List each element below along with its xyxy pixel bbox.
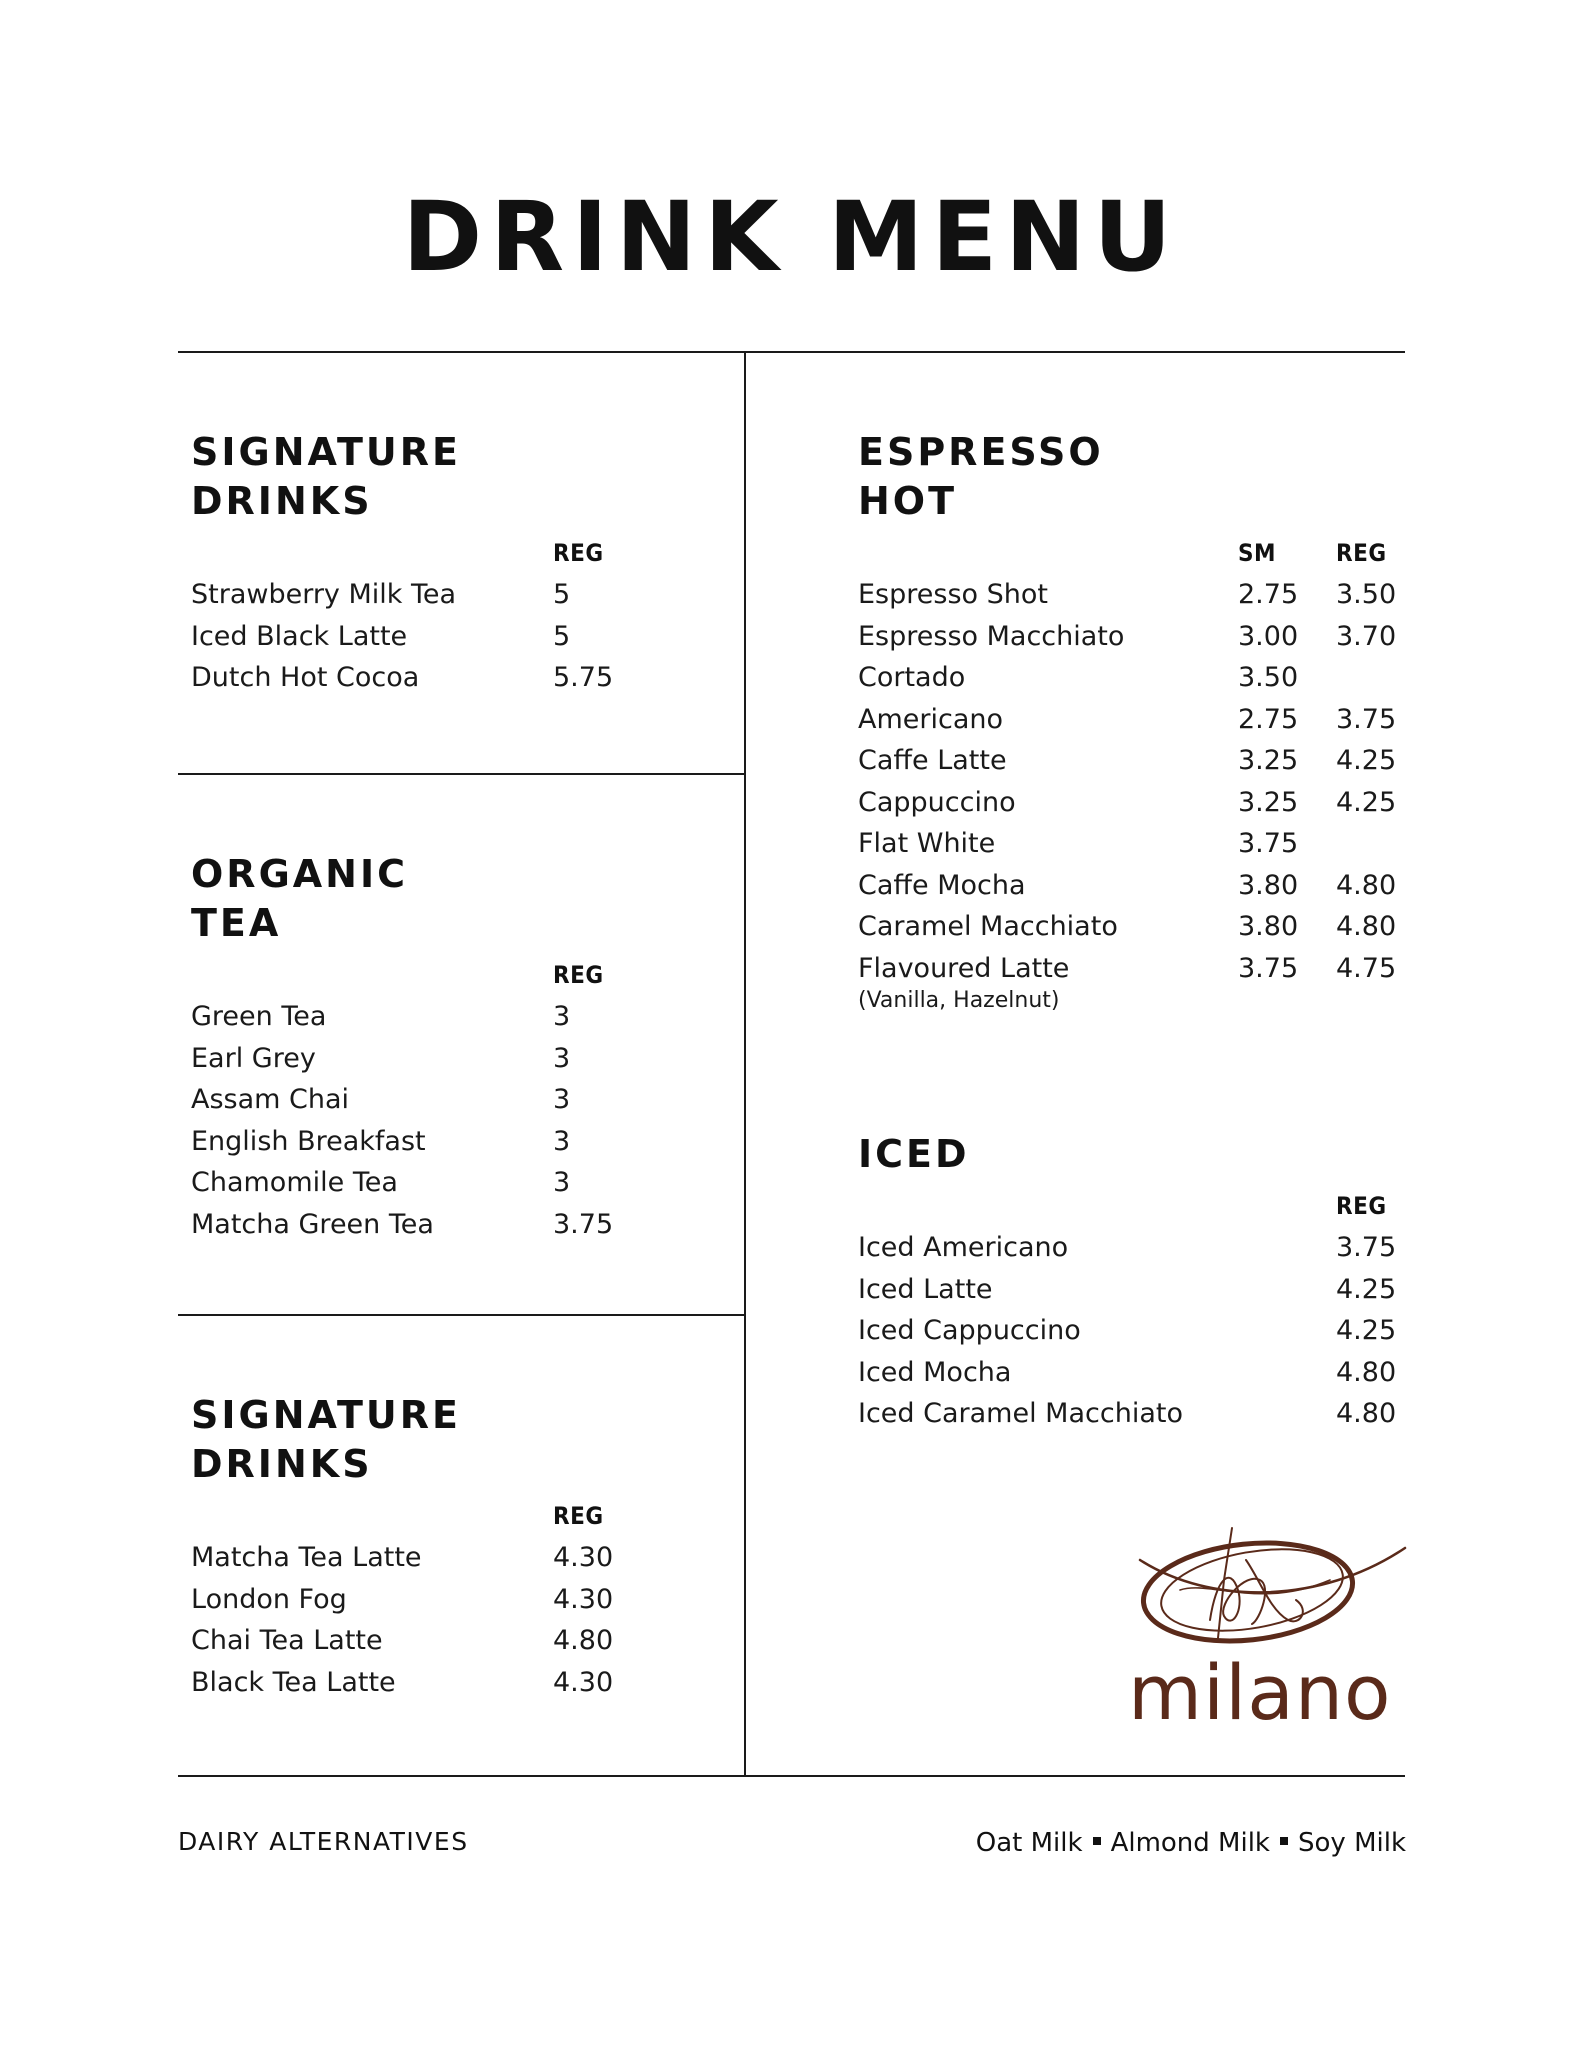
item-price-reg: 3 [553, 1167, 571, 1198]
item-name: London Fog [191, 1583, 347, 1615]
menu-item [191, 616, 711, 658]
dairy-option: Oat Milk [975, 1828, 1083, 1858]
dairy-option: Soy Milk [1298, 1828, 1406, 1858]
section-title: SIGNATURE DRINKS [191, 430, 461, 523]
item-name: Matcha Green Tea [191, 1208, 434, 1240]
menu-item [858, 699, 1418, 741]
item-price-sm: 3.25 [1238, 786, 1299, 818]
dairy-alternatives-list [976, 1828, 1406, 1858]
item-price-reg: 3.70 [1336, 620, 1397, 652]
item-name: Iced Americano [858, 1232, 1069, 1263]
item-name: Caffe Latte [858, 745, 1007, 776]
dairy-alternatives-label: DAIRY ALTERNATIVES [178, 1827, 469, 1856]
section-organic-tea [191, 850, 711, 1245]
item-name: Espresso Shot [858, 579, 1048, 610]
item-name: English Breakfast [191, 1125, 426, 1157]
column-header-row [191, 1489, 711, 1537]
item-price-reg: 4.25 [1336, 1315, 1397, 1346]
item-name: Earl Grey [191, 1042, 316, 1074]
menu-item [858, 1269, 1418, 1311]
menu-item [191, 1620, 711, 1662]
item-price-reg: 4.25 [1336, 745, 1397, 776]
section-title: ESPRESSO HOT [858, 430, 1104, 523]
menu-item [858, 1393, 1418, 1435]
item-price-reg: 5 [553, 620, 571, 652]
item-price-reg: 4.30 [553, 1666, 614, 1698]
item-name: Americano [858, 703, 1004, 735]
column-header-row [858, 1179, 1418, 1227]
item-name: Caramel Macchiato [858, 911, 1118, 942]
menu-item [191, 1038, 711, 1080]
item-price-reg: 3.75 [1336, 1232, 1397, 1263]
center-divider [744, 351, 746, 1776]
item-price-reg: 4.80 [553, 1625, 614, 1656]
item-price-reg: 4.80 [1336, 1398, 1397, 1429]
item-price-sm: 3.25 [1238, 745, 1299, 776]
item-price-reg: 5 [553, 579, 571, 610]
item-name: Dutch Hot Cocoa [191, 662, 420, 693]
item-price-reg: 4.80 [1336, 1356, 1397, 1388]
top-divider [178, 351, 1405, 353]
menu-item [858, 740, 1418, 782]
column-header-reg: REG [553, 539, 604, 567]
item-name: Flat White [858, 828, 996, 859]
menu-item [858, 782, 1418, 824]
section-iced [858, 1130, 1418, 1435]
logo-wordmark: milano [1128, 1648, 1392, 1737]
item-name: Cappuccino [858, 786, 1016, 818]
item-price-sm: 3.80 [1238, 911, 1299, 942]
menu-item [191, 1579, 711, 1621]
column-header-row [191, 948, 711, 996]
item-price-reg: 3 [553, 1042, 571, 1074]
item-note: (Vanilla, Hazelnut) [858, 988, 1060, 1013]
item-price-sm: 3.75 [1238, 828, 1299, 859]
menu-item [858, 823, 1418, 865]
menu-item [191, 996, 711, 1038]
item-name: Black Tea Latte [191, 1666, 396, 1698]
item-name: Matcha Tea Latte [191, 1542, 422, 1573]
item-name: Green Tea [191, 1001, 327, 1032]
bottom-divider [178, 1775, 1405, 1777]
item-name: Chai Tea Latte [191, 1625, 383, 1656]
section-espresso-hot [858, 428, 1418, 1015]
column-header-row [858, 526, 1418, 574]
column-header-sm: SM [1238, 539, 1277, 567]
column-header-reg: REG [1336, 1192, 1387, 1220]
item-name: Cortado [858, 662, 966, 693]
menu-item [191, 1121, 711, 1163]
item-price-reg: 3.75 [1336, 703, 1397, 735]
menu-item [191, 1079, 711, 1121]
column-header-reg: REG [553, 1502, 604, 1530]
menu-item [191, 1662, 711, 1704]
item-price-reg: 5.75 [553, 662, 614, 693]
section-title: ORGANIC TEA [191, 852, 408, 945]
dairy-option: Almond Milk [1110, 1828, 1270, 1858]
column-header-reg: REG [553, 961, 604, 989]
item-price-reg: 3 [553, 1001, 571, 1032]
item-name: Iced Mocha [858, 1356, 1012, 1388]
page-title: DRINK MENU [402, 181, 1180, 293]
item-price-reg: 4.25 [1336, 786, 1397, 818]
menu-item [858, 1227, 1418, 1269]
menu-item [191, 657, 711, 699]
item-name: Espresso Macchiato [858, 620, 1125, 652]
menu-item [858, 1310, 1418, 1352]
item-price-reg: 4.80 [1336, 911, 1397, 942]
item-price-sm: 2.75 [1238, 579, 1299, 610]
item-price-sm: 3.75 [1238, 952, 1299, 984]
item-price-sm: 3.50 [1238, 662, 1299, 693]
item-price-reg: 4.80 [1336, 869, 1397, 901]
item-price-reg: 3.75 [553, 1208, 614, 1240]
item-name: Iced Caramel Macchiato [858, 1398, 1183, 1429]
item-price-sm: 3.00 [1238, 620, 1299, 652]
item-price-reg: 3 [553, 1125, 571, 1157]
left-divider-2 [178, 1314, 745, 1316]
menu-item [858, 616, 1418, 658]
menu-item [191, 1204, 711, 1246]
column-header-row [191, 526, 711, 574]
section-signature-drinks-2 [191, 1391, 711, 1703]
menu-item [191, 1537, 711, 1579]
item-name: Assam Chai [191, 1084, 350, 1115]
item-name: Caffe Mocha [858, 869, 1026, 901]
menu-item [191, 574, 711, 616]
item-name: Strawberry Milk Tea [191, 579, 457, 610]
item-name: Iced Black Latte [191, 620, 408, 652]
item-price-reg: 3.50 [1336, 579, 1397, 610]
menu-item [858, 1352, 1418, 1394]
bullet-separator-icon [1093, 1837, 1101, 1845]
section-title: SIGNATURE DRINKS [191, 1393, 461, 1486]
item-price-reg: 4.30 [553, 1542, 614, 1573]
left-divider-1 [178, 773, 745, 775]
bullet-separator-icon [1280, 1837, 1288, 1845]
item-price-sm: 3.80 [1238, 869, 1299, 901]
item-price-reg: 4.25 [1336, 1273, 1397, 1305]
menu-item [858, 906, 1418, 948]
menu-item [858, 865, 1418, 907]
column-header-reg: REG [1336, 539, 1387, 567]
item-name: Flavoured Latte [858, 952, 1070, 984]
item-name: Iced Latte [858, 1273, 993, 1305]
item-name: Chamomile Tea [191, 1167, 398, 1198]
menu-item [858, 948, 1418, 990]
item-price-reg: 3 [553, 1084, 571, 1115]
item-price-reg: 4.30 [553, 1583, 614, 1615]
menu-item [191, 1162, 711, 1204]
menu-item [858, 574, 1418, 616]
menu-item [858, 657, 1418, 699]
section-title: ICED [858, 1132, 970, 1176]
item-price-sm: 2.75 [1238, 703, 1299, 735]
item-name: Iced Cappuccino [858, 1315, 1081, 1346]
section-signature-drinks [191, 428, 711, 699]
item-price-reg: 4.75 [1336, 952, 1397, 984]
